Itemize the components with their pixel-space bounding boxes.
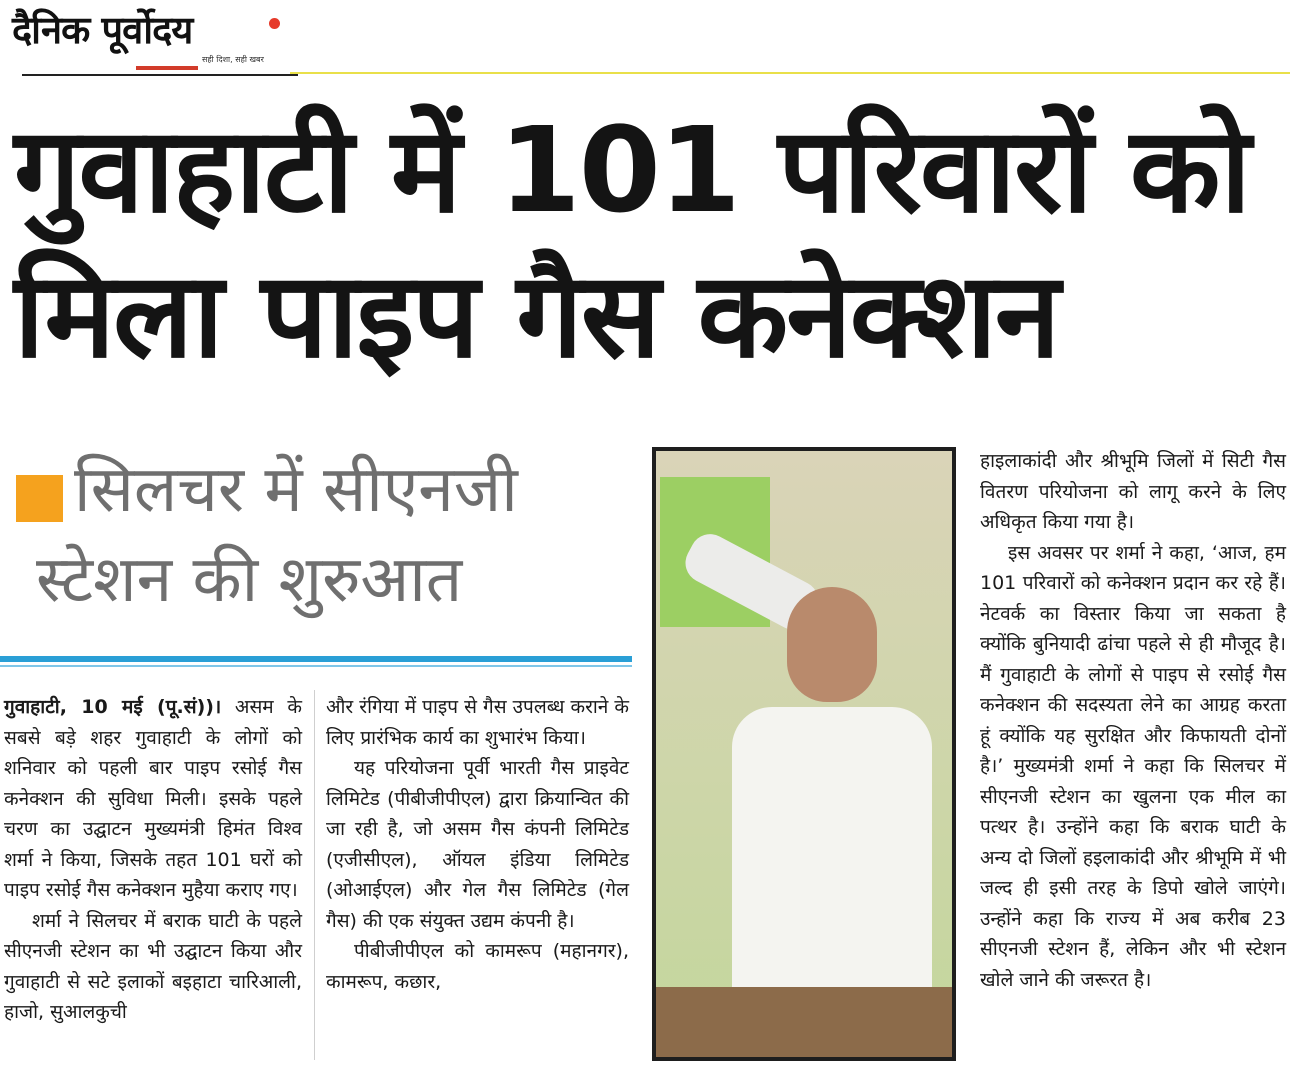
article-paragraph: और रंगिया में पाइप से गैस उपलब्ध कराने के लिए प्रारंभिक कार्य का शुभारंभ किया। [326,696,629,749]
masthead-underline [22,74,298,76]
newspaper-name: दैनिक पूर्वोदय [12,8,193,52]
article-column-3 [980,446,1286,995]
article-paragraph: हाइलाकांदी और श्रीभूमि जिलों में सिटी गैस वितरण परियोजना को लागू करने के लिए अधिकृत किया गया है। [980,450,1286,533]
news-photo [652,447,956,1061]
headline [14,98,1284,388]
top-divider [290,72,1290,74]
subheadline-line-1: सिलचर में सीएनजी [74,453,518,527]
headline-line-2: मिला पाइप गैस कनेक्शन [14,246,1059,384]
newspaper-tagline: सही दिशा, सही खबर [202,55,264,64]
masthead-logo [12,8,287,72]
article-column-1 [4,692,302,1028]
orange-square-bullet-icon [16,475,63,522]
article-column-2 [326,692,629,997]
blue-divider [0,656,632,662]
logo-red-bar [136,66,198,70]
article-paragraph: पीबीजीपीएल को कामरूप (महानगर), कामरूप, कछार, [326,940,629,993]
article-paragraph: गुवाहाटी, 10 मई (पू.सं))। असम के सबसे बड़े शहर गुवाहाटी के लोगों को शनिवार को पहली बार पाइप रसोई गैस कनेक्शन की सुविधा मिली। इसके पहले चरण का उद्घाटन मुख्यमंत्री हिमंत विश्व शर्मा ने किया, जिसके तहत 101 घरों को पाइप रसोई गैस कनेक्शन मुहैया कराए गए। [4,696,302,901]
logo-dot-icon [269,18,280,29]
dateline: गुवाहाटी, 10 मई (पू.सं))। [4,696,222,718]
blue-divider-thin [0,665,632,667]
subheadline-text [36,445,644,625]
subheadline-line-2: स्टेशन की शुरुआत [36,543,463,617]
headline-line-1: गुवाहाटी में 101 परिवारों को [14,101,1250,239]
column-divider [314,690,315,1060]
article-paragraph: यह परियोजना पूर्वी भारती गैस प्राइवेट लिमिटेड (पीबीजीपीएल) द्वारा क्रियान्वित की जा रही है, जो असम गैस कंपनी लिमिटेड (एजीसीएल), ऑयल इंडिया लिमिटेड (ओआईएल) और गेल गैस लिमिटेड (गेल गैस) की एक संयुक्त उद्यम कंपनी है। [326,757,629,932]
article-paragraph: शर्मा ने सिलचर में बराक घाटी के पहले सीएनजी स्टेशन का भी उद्घाटन किया और गुवाहाटी से सटे इलाकों बइहाटा चारिआली, हाजो, सुआलकुची [4,909,302,1023]
article-paragraph: इस अवसर पर शर्मा ने कहा, ‘आज, हम 101 परिवारों को कनेक्शन प्रदान कर रहे हैं। नेटवर्क का विस्तार किया जा सकता है क्योंकि बुनियादी ढांचा पहले से ही मौजूद है। मैं गुवाहाटी के लोगों से पाइप से रसोई गैस कनेक्शन की सदस्यता लेने का आग्रह करता हूं क्योंकि यह सुरक्षित और किफायती दोनों है।’ मुख्यमंत्री शर्मा ने कहा कि सिलचर में सीएनजी स्टेशन का खुलना एक मील का पत्थर है। उन्होंने कहा कि बराक घाटी के अन्य दो जिलों हइलाकांदी और श्रीभूमि में भी जल्द ही इसी तरह के डिपो खोले जाएंगे। उन्होंने कहा कि राज्य में अब करीब 23 सीएनजी स्टेशन हैं, लेकिन और भी स्टेशन खोले जाने की जरूरत है। [980,541,1286,991]
